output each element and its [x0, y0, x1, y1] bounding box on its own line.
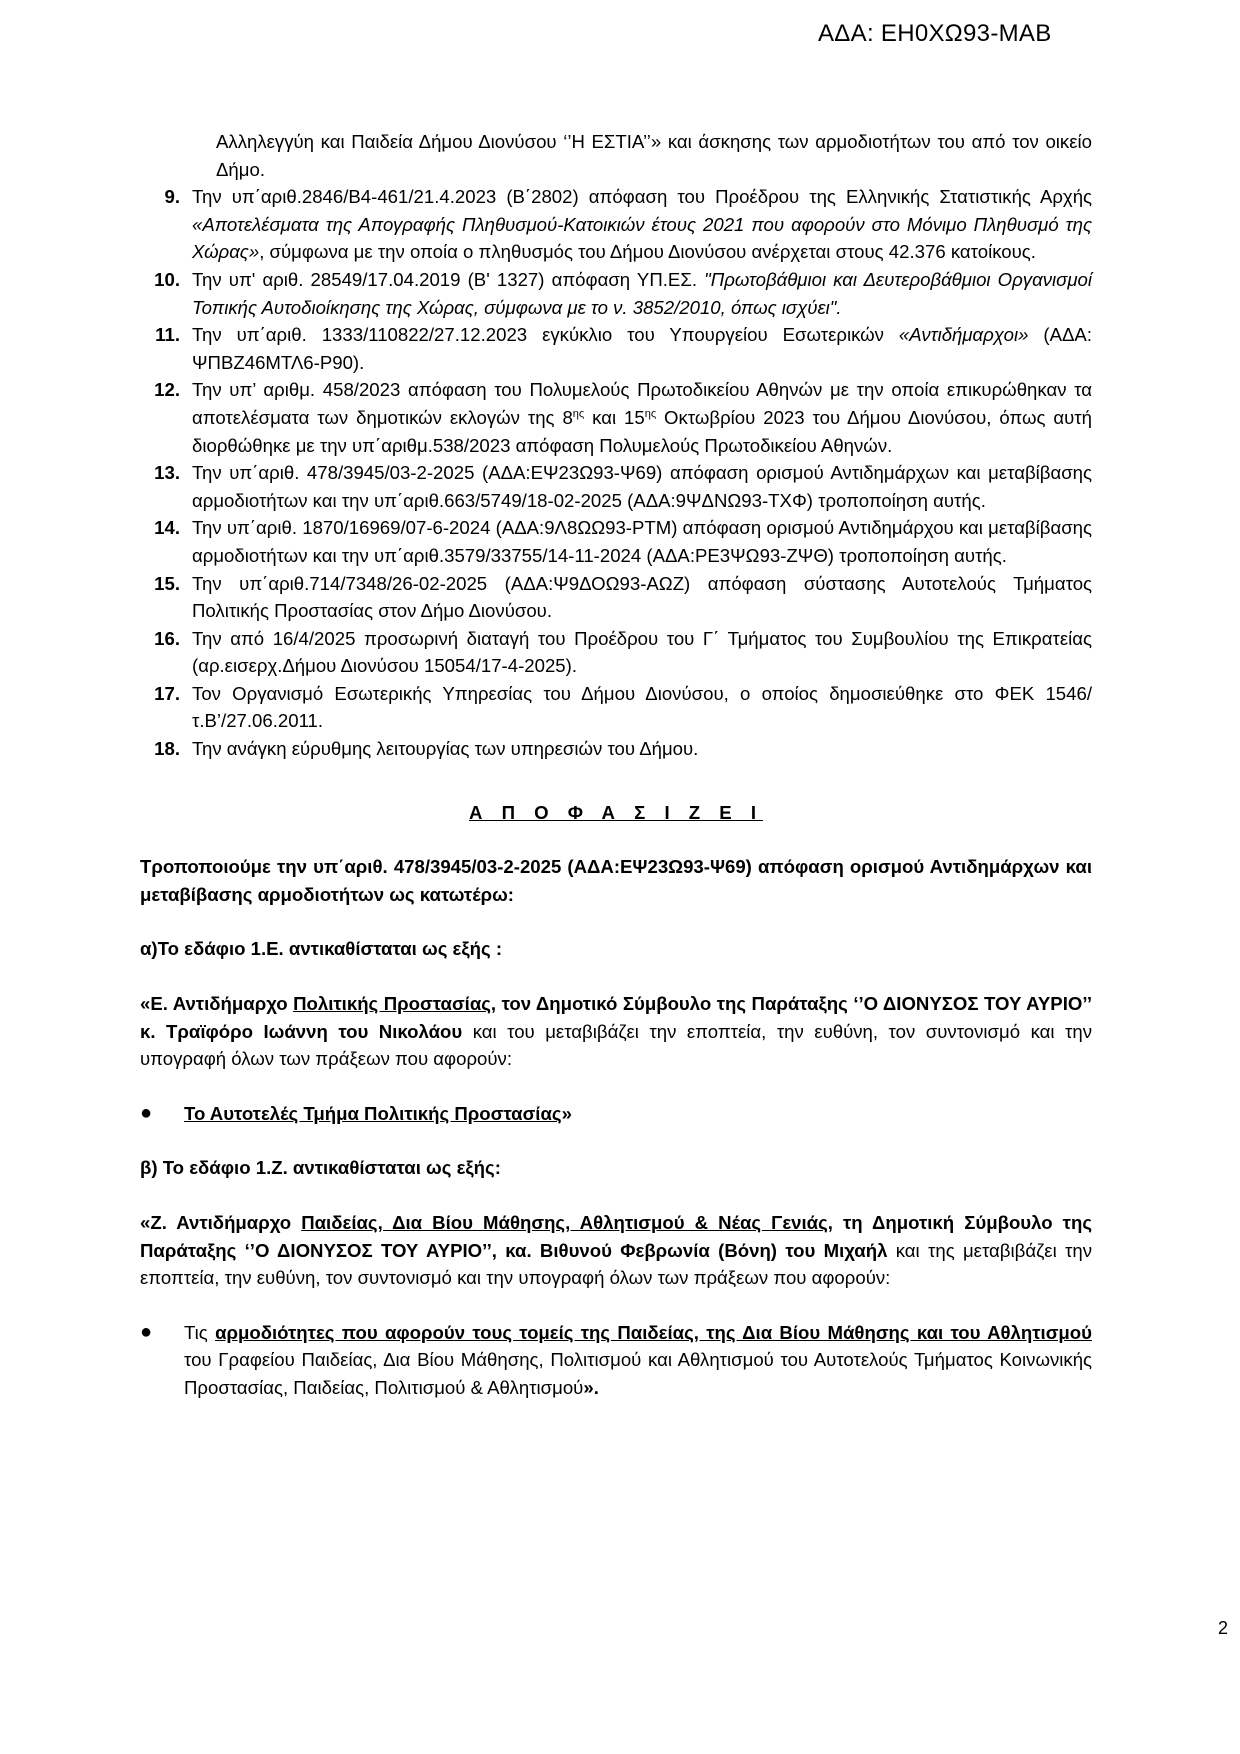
- item-text: Την υπ΄αριθ. 478/3945/03-2-2025 (ΑΔΑ:ΕΨ23Ω93-Ψ69) απόφαση ορισμού Αντιδημάρχων και μεταβίβασης αρμοδιοτήτων και την υπ΄αριθ.663/5749/18-02-2025 (ΑΔΑ:9ΨΔΝΩ93-ΤΧΦ) τροποποίηση αυτής.: [192, 462, 1092, 511]
- item-number: 14.: [154, 517, 180, 539]
- item-text: Την υπ΄αριθ.2846/Β4-461/21.4.2023 (Β΄2802) απόφαση του Προέδρου της Ελληνικής Στατιστικής Αρχής «Αποτελέσματα της Απογραφής Πληθυσμού-Κατοικιών έτους 2021 που αφορούν στο Μόνιμο Πληθυσμό της Χώρας», σύμφωνα με την οποία ο πληθυσμός του Δήμου Διονύσου ανέρχεται στους 42.376 κατοίκους.: [192, 186, 1092, 263]
- section-b-bullet: ● Τις αρμοδιότητες που αφορούν τους τομείς της Παιδείας, της Δια Βίου Μάθησης και του Αθλητισμού του Γραφείου Παιδείας, Δια Βίου Μάθησης, Πολιτισμού και Αθλητισμού του Αυτοτελούς Τμήματος Κοινωνικής Προστασίας, Παιδείας, Πολιτισμού & Αθλητισμού».: [140, 1319, 1092, 1402]
- item-text: Την υπ' αριθ. 28549/17.04.2019 (Β' 1327) απόφαση ΥΠ.ΕΣ. "Πρωτοβάθμιοι και Δευτεροβάθμιοι Οργανισμοί Τοπικής Αυτοδιοίκησης της Χώρας, σύμφωνα με το ν. 3852/2010, όπως ισχύει".: [192, 268, 1092, 318]
- list-item: [140, 266, 1092, 321]
- list-item: [140, 625, 1092, 680]
- list-item: [140, 459, 1092, 514]
- item-number: 18.: [154, 738, 180, 760]
- item-number: 10.: [154, 268, 180, 290]
- section-a-bullet: ● Το Αυτοτελές Τμήμα Πολιτικής Προστασίας»: [140, 1100, 1092, 1128]
- list-item: [140, 514, 1092, 569]
- document-body: [140, 128, 1092, 1402]
- section-b-paragraph: «Ζ. Αντιδήμαρχο Παιδείας, Δια Βίου Μάθησης, Αθλητισμού & Νέας Γενιάς, τη Δημοτική Σύμβουλο της Παράταξης ‘’Ο ΔΙΟΝΥΣΟΣ ΤΟΥ ΑΥΡΙΟ’’, κα. Βιθυνού Φεβρωνία (Βόνη) του Μιχαήλ και της μεταβιβάζει την εποπτεία, την ευθύνη, τον συντονισμό και την υπογραφή όλων των πράξεων που αφορούν:: [140, 1212, 1092, 1289]
- item-text: Την υπ’ αριθμ. 458/2023 απόφαση του Πολυμελούς Πρωτοδικείου Αθηνών με την οποία επικυρώθηκαν τα αποτελέσματα των δημοτικών εκλογών της $8^{\eta\varsigma}$ και $15^{\eta\varsigma}$ Οκτωβρίου 2023 του Δήμου Διονύσου, όπως αυτή διορθώθηκε με την υπ΄αριθμ.538/2023 απόφαση Πολυμελούς Πρωτοδικείου Αθηνών.: [192, 379, 1092, 456]
- item-number: 16.: [154, 627, 180, 649]
- item-text: Την υπ΄αριθ.714/7348/26-02-2025 (ΑΔΑ:Ψ9ΔΟΩ93-ΑΩΖ) απόφαση σύστασης Αυτοτελούς Τμήματος Πολιτικής Προστασίας στον Δήμο Διονύσου.: [192, 572, 1092, 622]
- section-b-title: β) Το εδάφιο 1.Ζ. αντικαθίσταται ως εξής:: [140, 1157, 501, 1179]
- decision-heading: Α Π Ο Φ Α Σ Ι Ζ Ε Ι: [468, 801, 764, 823]
- item-text: Τον Οργανισμό Εσωτερικής Υπηρεσίας του Δήμου Διονύσου, ο οποίος δημοσιεύθηκε στο ΦΕΚ 1546/τ.Β’/27.06.2011.: [192, 682, 1092, 732]
- list-item: [140, 321, 1092, 376]
- decision-intro: Τροποποιούμε την υπ΄αριθ. 478/3945/03-2-2025 (ΑΔΑ:ΕΨ23Ω93-Ψ69) απόφαση ορισμού Αντιδημάρχων και μεταβίβασης αρμοδιοτήτων ως κατωτέρω:: [140, 856, 1092, 905]
- item-text: Την από 16/4/2025 προσωρινή διαταγή του Προέδρου του Γ΄ Τμήματος του Συμβουλίου της Επικρατείας (αρ.εισερχ.Δήμου Διονύσου 15054/17-4-2025).: [192, 627, 1092, 677]
- list-item: [140, 680, 1092, 735]
- list-item: [140, 735, 1092, 763]
- item-text: Την ανάγκη εύρυθμης λειτουργίας των υπηρεσιών του Δήμου.: [192, 738, 699, 760]
- bullet-icon: ●: [140, 1101, 153, 1124]
- item-text: Την υπ΄αριθ. 1333/110822/27.12.2023 εγκύκλιο του Υπουργείου Εσωτερικών «Αντιδήμαρχοι» (ΑΔΑ: ΨΠΒΖ46ΜΤΛ6-Ρ90).: [192, 324, 1092, 373]
- list-item: [140, 570, 1092, 625]
- ada-code: ΑΔΑ: ΕΗ0ΧΩ93-ΜΑΒ: [818, 20, 1052, 47]
- list-item: [140, 183, 1092, 266]
- page-number: 2: [1218, 1618, 1229, 1638]
- item-number: 12.: [154, 379, 180, 401]
- item-number: 11.: [155, 324, 180, 346]
- section-a-title: α)Το εδάφιο 1.Ε. αντικαθίσταται ως εξής :: [140, 938, 503, 960]
- item-number: 17.: [154, 682, 180, 704]
- item-number: 9.: [164, 186, 180, 208]
- item-number: 13.: [154, 462, 180, 484]
- list-item: [140, 376, 1092, 459]
- bullet-icon: ●: [140, 1320, 153, 1343]
- intro-continuation: Αλληλεγγύη και Παιδεία Δήμου Διονύσου ‘’Η ΕΣΤΙΑ’’» και άσκησης των αρμοδιοτήτων του από τον οικείο Δήμο.: [216, 131, 1092, 180]
- item-number: 15.: [154, 572, 180, 594]
- section-a-paragraph: «Ε. Αντιδήμαρχο Πολιτικής Προστασίας, τον Δημοτικό Σύμβουλο της Παράταξης ‘’Ο ΔΙΟΝΥΣΟΣ ΤΟΥ ΑΥΡΙΟ’’ κ. Τραϊφόρο Ιωάννη του Νικολάου και του μεταβιβάζει την εποπτεία, την ευθύνη, τον συντονισμό και την υπογραφή όλων των πράξεων που αφορούν:: [140, 993, 1092, 1070]
- item-text: Την υπ΄αριθ. 1870/16969/07-6-2024 (ΑΔΑ:9Λ8ΩΩ93-ΡΤΜ) απόφαση ορισμού Αντιδημάρχου και μεταβίβασης αρμοδιοτήτων και την υπ΄αριθ.3579/33755/14-11-2024 (ΑΔΑ:ΡΕ3ΨΩ93-ΖΨΘ) τροποποίηση αυτής.: [192, 517, 1092, 566]
